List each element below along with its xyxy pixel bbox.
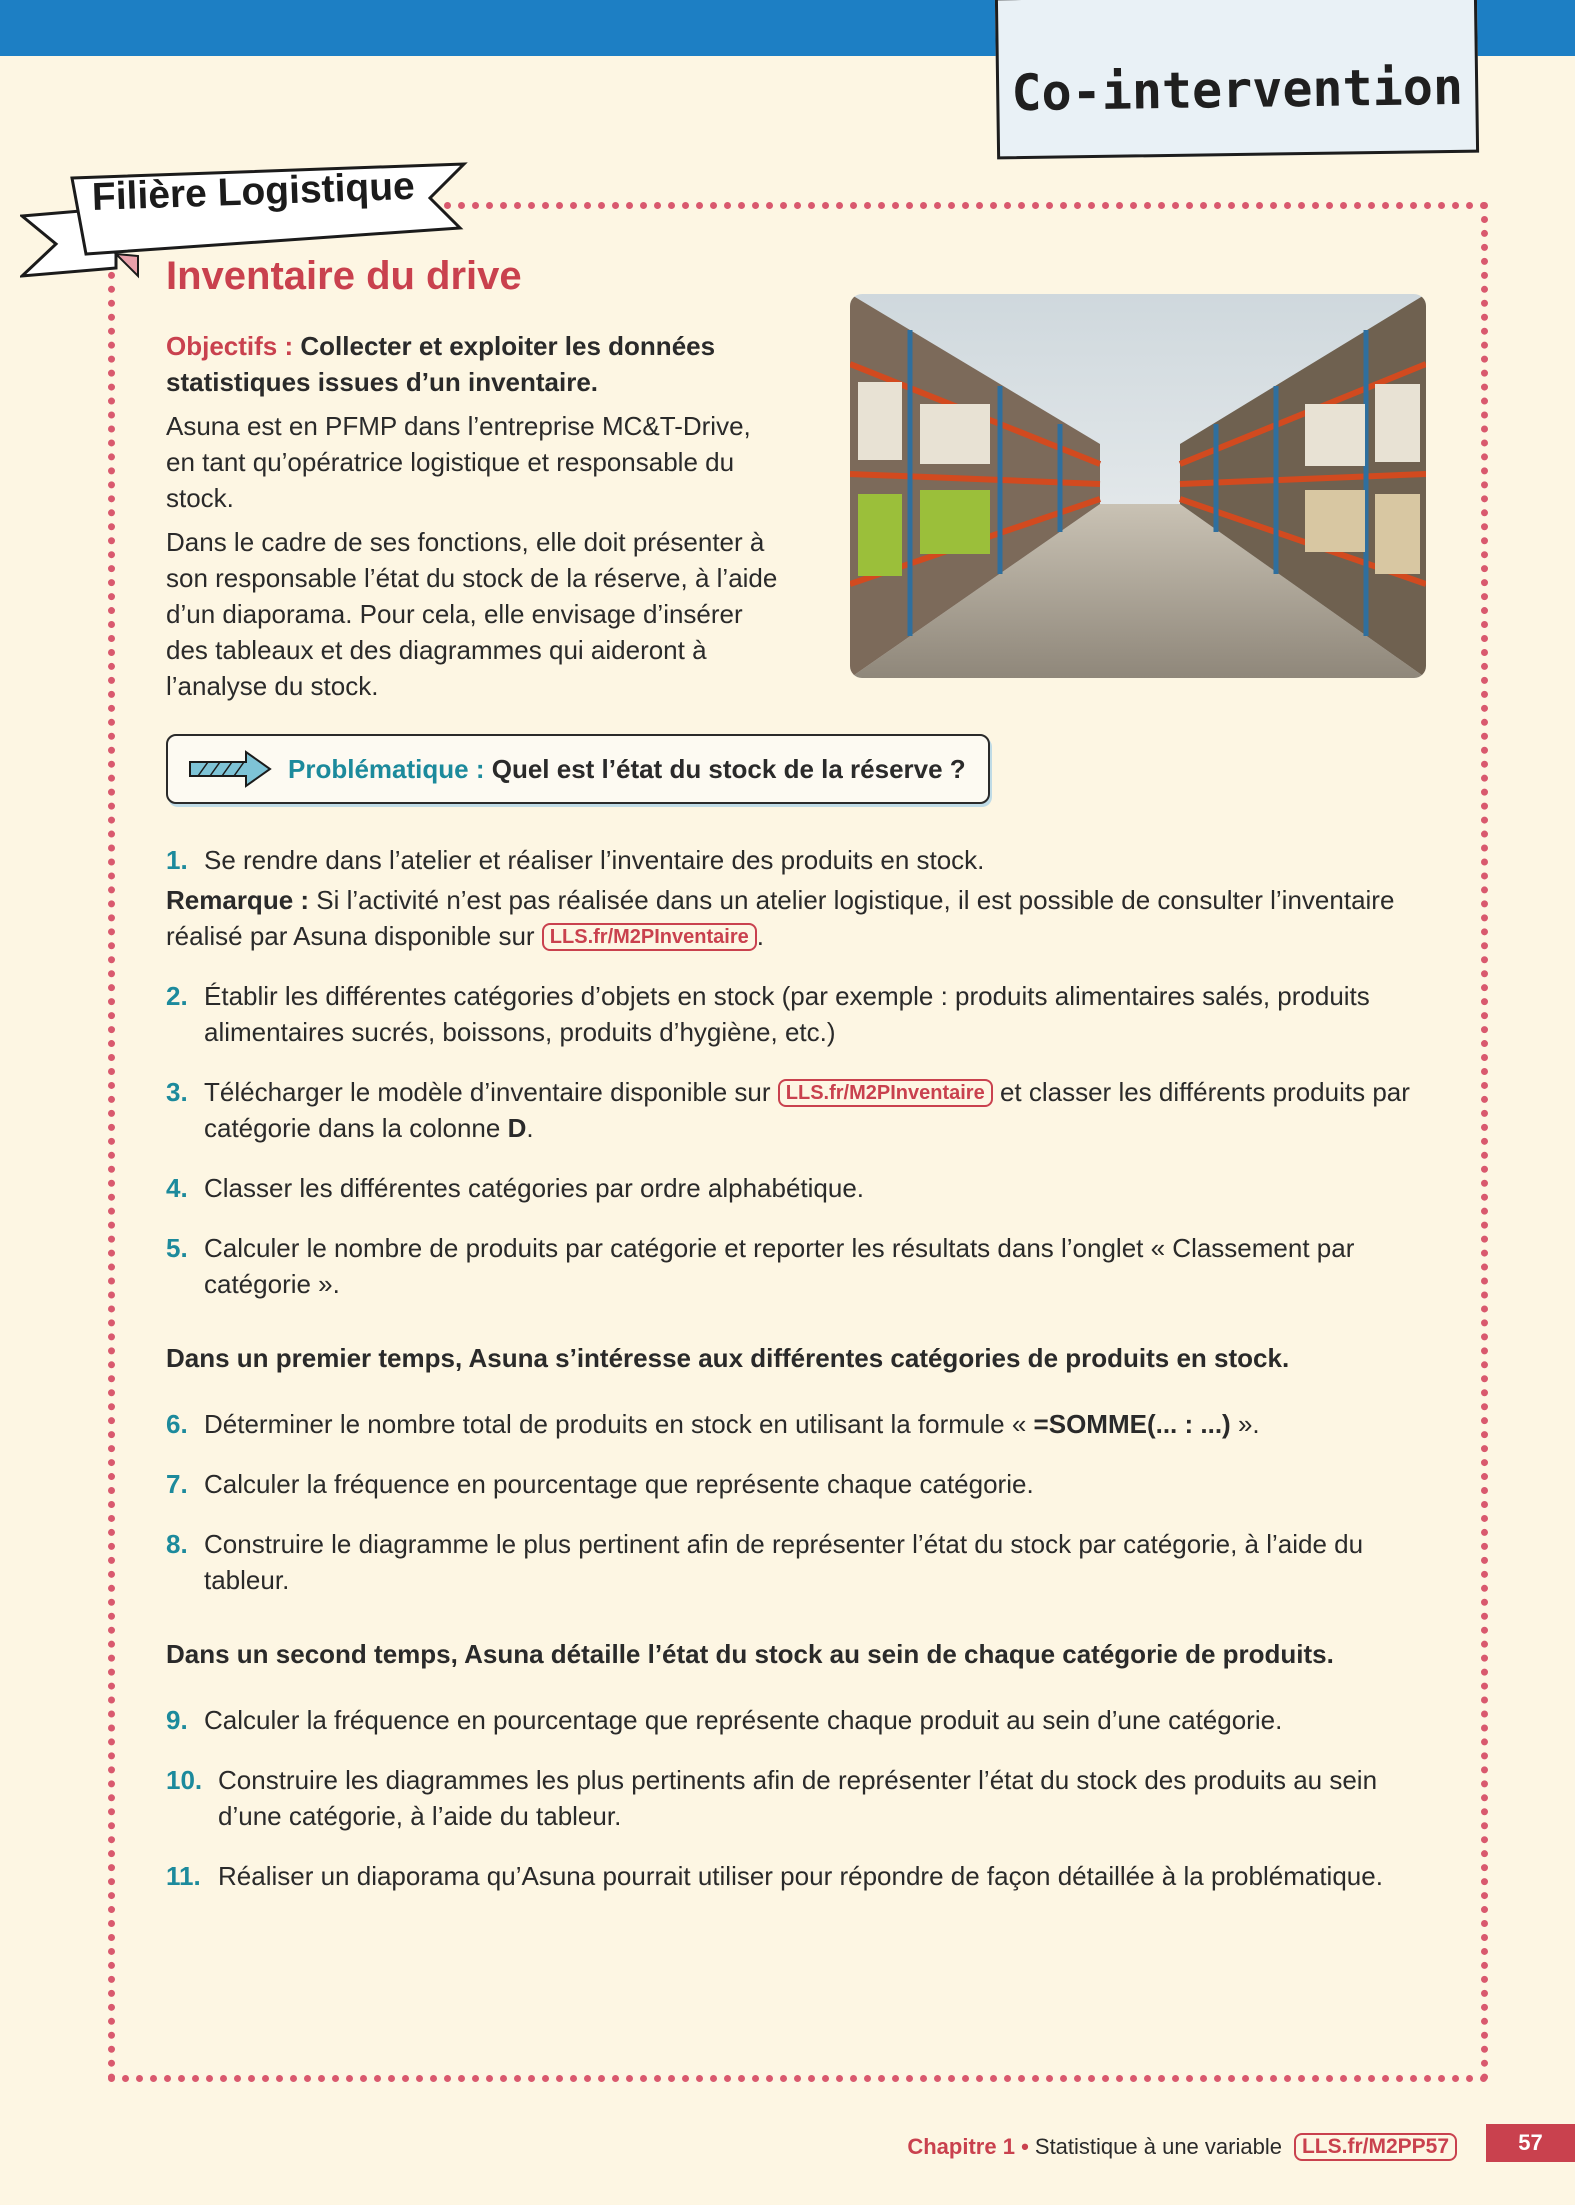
question-list [166,842,1436,1918]
problematique-label: Problématique : [288,753,485,784]
footer-separator: • [1021,2134,1029,2159]
question-number: 9. [166,1705,188,1735]
remark-text: Si l’activité n’est pas réalisée dans un atelier logistique, il est possible de consulter l’inventaire réalisé par Asuna disponible sur [166,885,1395,951]
page-footer [907,2128,1457,2166]
inventory-link[interactable]: LLS.fr/M2PInventaire [542,923,757,951]
question-number: 6. [166,1409,188,1439]
chapter-subject: Statistique à une variable [1034,2134,1282,2159]
question-text-before: Télécharger le modèle d’inventaire disponible sur [204,1077,771,1107]
question-8 [166,1526,1436,1598]
question-9 [166,1702,1436,1738]
question-text: Construire le diagramme le plus pertinent afin de représenter l’état du stock par catégorie, à l’aide du tableur. [204,1529,1364,1595]
question-text: Établir les différentes catégories d’objets en stock (par exemple : produits alimentaires salés, produits alimentaires sucrés, boissons, produits d’hygiène, etc.) [204,981,1370,1047]
remark-label: Remarque : [166,885,310,915]
remark-end: . [756,921,764,951]
formula: =SOMME(... : ...) [1033,1409,1231,1439]
question-text: Se rendre dans l’atelier et réaliser l’inventaire des produits en stock. [204,845,985,875]
page-number: 57 [1486,2124,1575,2162]
question-number: 5. [166,1233,188,1263]
objectives-label: Objectifs : [166,331,294,361]
question-text: Calculer le nombre de produits par catégorie et reporter les résultats dans l’onglet « Classement par catégorie ». [204,1233,1355,1299]
question-text: Classer les différentes catégories par ordre alphabétique. [204,1173,865,1203]
remark [166,882,1436,954]
question-text: Construire les diagrammes les plus pertinents afin de représenter l’état du stock des produits au sein d’une catégorie, à l’aide du tableur. [218,1765,1378,1831]
page-title: Inventaire du drive [166,254,522,298]
problematique-box [166,734,990,804]
question-7 [166,1466,1436,1502]
problematique-question: Quel est l’état du stock de la réserve ? [491,753,966,784]
intro-paragraph-2: Dans le cadre de ses fonctions, elle doit présenter à son responsable l’état du stock de la réserve, à l’aide d’un diaporama. Pour cela, elle envisage d’insérer des tableaux et des diagrammes qui aideront à l’analyse du stock. [166,527,778,701]
question-text-end: . [526,1113,534,1143]
question-11 [166,1858,1436,1894]
objectives-text: Collecter et exploiter les données statistiques issues d’un inventaire. [166,331,716,397]
question-text-after: et classer les différents produits par catégorie dans la colonne [204,1077,1410,1143]
arrow-icon [186,749,274,789]
question-number: 4. [166,1173,188,1203]
question-number: 11. [166,1861,201,1891]
question-6 [166,1406,1436,1442]
question-text [204,1074,1436,1146]
warehouse-photo [850,294,1426,678]
question-text: Réaliser un diaporama qu’Asuna pourrait utiliser pour répondre de façon détaillée à la problématique. [218,1861,1383,1891]
question-number: 1. [166,845,188,875]
column-letter: D [507,1113,527,1143]
question-10 [166,1762,1436,1834]
question-number: 10. [166,1765,203,1795]
template-link[interactable]: LLS.fr/M2PInventaire [778,1079,993,1107]
question-5 [166,1230,1436,1302]
objectives [166,328,786,400]
question-2 [166,978,1436,1050]
question-3 [166,1074,1436,1146]
question-text: Calculer la fréquence en pourcentage que représente chaque catégorie. [204,1469,1034,1499]
intro-paragraph-1: Asuna est en PFMP dans l’entreprise MC&T-Drive, en tant qu’opératrice logistique et responsable du stock. [166,411,751,513]
question-number: 7. [166,1469,188,1499]
question-4 [166,1170,1436,1206]
question-number: 2. [166,981,188,1011]
question-1 [166,842,1436,878]
question-text [204,1406,1260,1442]
question-number: 3. [166,1077,188,1107]
question-text: Calculer la fréquence en pourcentage que représente chaque produit au sein d’une catégorie. [204,1705,1283,1735]
question-text-before: Déterminer le nombre total de produits en stock en utilisant la formule « [204,1409,1027,1439]
page-link[interactable]: LLS.fr/M2PP57 [1294,2133,1457,2161]
co-intervention-badge [995,0,1479,159]
ribbon-label: Filière Logistique [91,164,416,219]
intro-text [166,328,786,712]
chapter-label: Chapitre 1 [907,2134,1015,2159]
co-intervention-label: Co-intervention [1011,57,1464,123]
question-text-after: ». [1237,1409,1260,1439]
section-heading-1: Dans un premier temps, Asuna s’intéresse aux différentes catégories de produits en stock. [166,1343,1290,1373]
section-heading-2: Dans un second temps, Asuna détaille l’état du stock au sein de chaque catégorie de produits. [166,1639,1334,1669]
question-number: 8. [166,1529,188,1559]
